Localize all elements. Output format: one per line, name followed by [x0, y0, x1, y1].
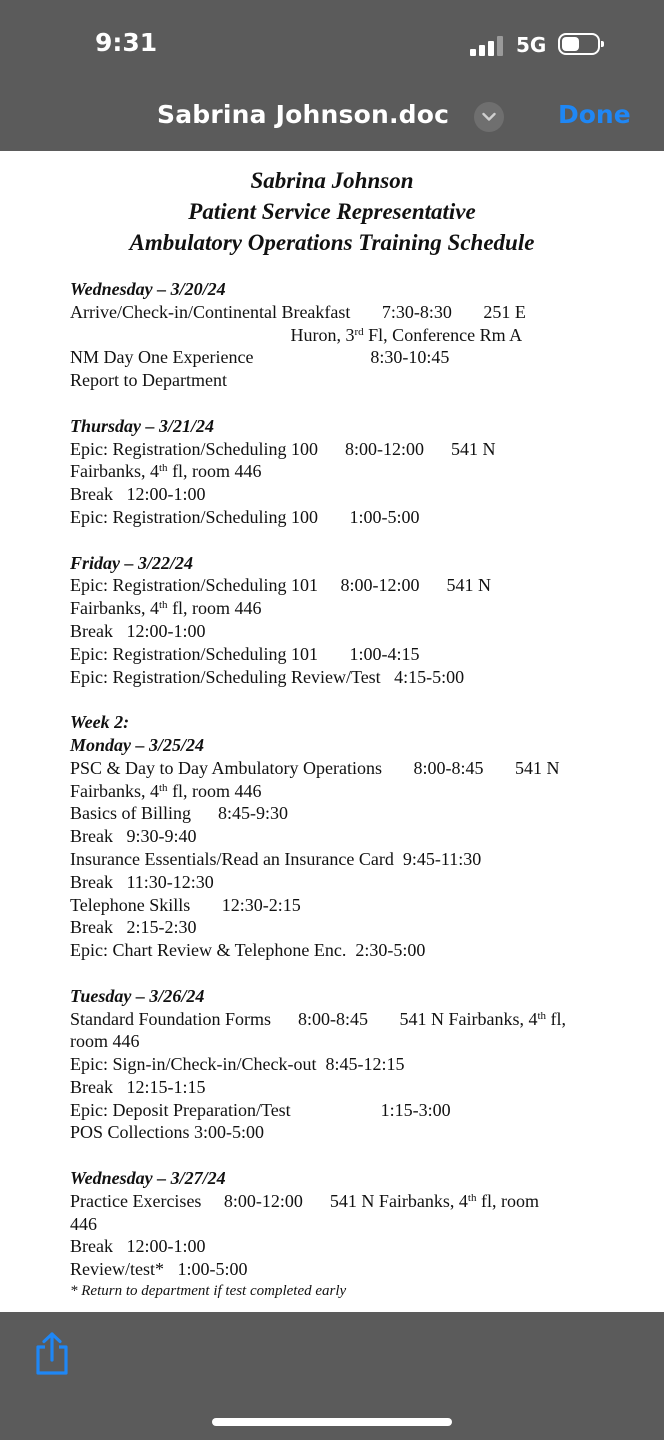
schedule-line: Review/test* 1:00-5:00: [70, 1259, 248, 1280]
schedule-body: [70, 278, 615, 1301]
schedule-line: Epic: Registration/Scheduling Review/Test 4:15-5:00: [70, 666, 465, 687]
schedule-line: Epic: Registration/Scheduling 101 1:00-4:15: [70, 643, 420, 664]
schedule-line: Break 2:15-2:30: [70, 917, 197, 938]
day-heading: Thursday – 3/21/24: [70, 415, 215, 436]
schedule-title: Ambulatory Operations Training Schedule: [129, 230, 535, 255]
schedule-line: Fairbanks, 4th fl, room 446: [70, 598, 262, 619]
schedule-line: Epic: Deposit Preparation/Test 1:15-3:00: [70, 1099, 451, 1120]
share-icon[interactable]: [33, 1331, 71, 1377]
schedule-line: Practice Exercises 8:00-12:00 541 N Fairbanks, 4th fl, room: [70, 1190, 539, 1211]
day-heading: Wednesday – 3/20/24: [70, 279, 226, 299]
employee-name: Sabrina Johnson: [250, 168, 414, 193]
document-title[interactable]: Sabrina Johnson.doc: [157, 100, 450, 129]
schedule-line: Insurance Essentials/Read an Insurance Card 9:45-11:30: [70, 848, 482, 869]
document-header: [0, 165, 664, 258]
day-heading: Wednesday – 3/27/24: [70, 1168, 226, 1189]
schedule-line: NM Day One Experience 8:30-10:45: [70, 347, 450, 368]
cellular-signal-icon: [470, 36, 504, 56]
schedule-line: Telephone Skills 12:30-2:15: [70, 894, 301, 915]
chevron-down-icon[interactable]: [474, 102, 504, 132]
home-indicator[interactable]: [212, 1418, 452, 1426]
schedule-line: Break 12:00-1:00: [70, 1236, 206, 1257]
schedule-line: Fairbanks, 4th fl, room 446: [70, 780, 262, 801]
battery-icon: [558, 33, 600, 55]
nav-bar: [0, 90, 664, 151]
status-time: 9:31: [95, 28, 158, 57]
day-heading: Tuesday – 3/26/24: [70, 985, 205, 1006]
job-title: Patient Service Representative: [188, 199, 476, 224]
schedule-line: Epic: Registration/Scheduling 100 8:00-12:00 541 N: [70, 438, 496, 459]
schedule-line: Arrive/Check-in/Continental Breakfast 7:30-8:30 251 E: [70, 301, 526, 322]
schedule-line: Epic: Chart Review & Telephone Enc. 2:30-5:00: [70, 940, 426, 961]
network-label: 5G: [516, 33, 547, 57]
schedule-line: Break 9:30-9:40: [70, 826, 197, 847]
schedule-line: Huron, 3rd Fl, Conference Rm A: [70, 324, 523, 345]
document-page[interactable]: [0, 151, 664, 1312]
schedule-line: Epic: Registration/Scheduling 101 8:00-12:00 541 N: [70, 575, 491, 596]
schedule-line: Break 12:00-1:00: [70, 484, 206, 505]
day-heading: Friday – 3/22/24: [70, 552, 194, 573]
schedule-line: Break 11:30-12:30: [70, 871, 214, 892]
done-button[interactable]: Done: [558, 100, 631, 129]
schedule-line: Report to Department: [70, 370, 227, 391]
schedule-line: Break 12:00-1:00: [70, 620, 206, 641]
schedule-line: Standard Foundation Forms 8:00-8:45 541 N Fairbanks, 4th fl,: [70, 1008, 567, 1029]
schedule-line: POS Collections 3:00-5:00: [70, 1122, 265, 1143]
schedule-line: Fairbanks, 4th fl, room 446: [70, 461, 262, 482]
footnote: * Return to department if test completed early: [70, 1283, 347, 1300]
schedule-line: room 446: [70, 1031, 140, 1052]
schedule-line: 446: [70, 1213, 97, 1234]
status-bar: [0, 0, 664, 90]
schedule-line: PSC & Day to Day Ambulatory Operations 8:00-8:45 541 N: [70, 757, 560, 778]
schedule-line: Break 12:15-1:15: [70, 1076, 206, 1097]
schedule-line: Epic: Registration/Scheduling 100 1:00-5:00: [70, 506, 420, 527]
day-heading: Monday – 3/25/24: [70, 734, 205, 755]
schedule-line: Basics of Billing 8:45-9:30: [70, 803, 288, 824]
week-heading: Week 2:: [70, 712, 130, 733]
schedule-line: Epic: Sign-in/Check-in/Check-out 8:45-12:15: [70, 1054, 405, 1075]
